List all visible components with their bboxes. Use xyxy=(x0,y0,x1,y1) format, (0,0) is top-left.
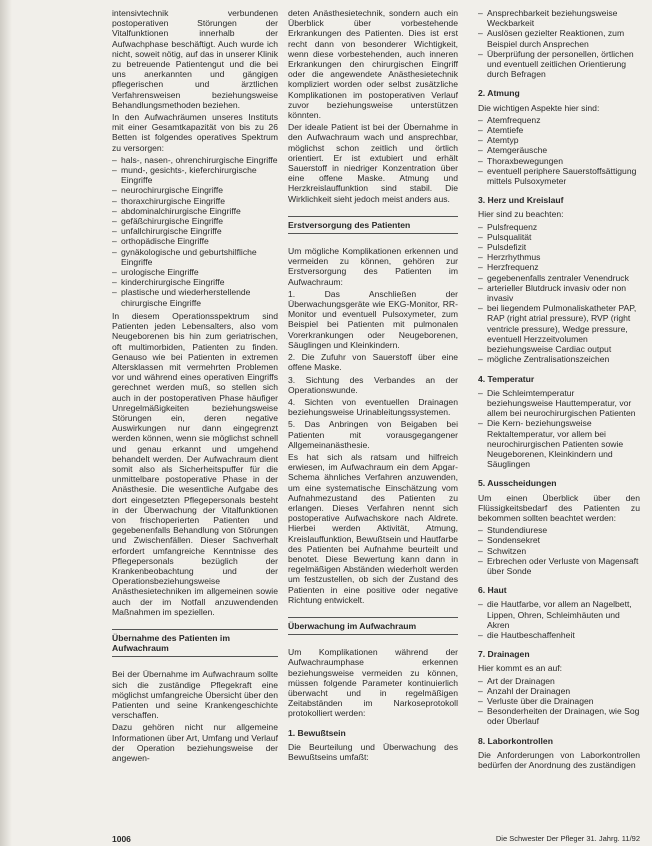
list-item: – die Hautfarbe, vor allem an Nagelbett, Lippen, Ohren, Schleimhäuten und Akren xyxy=(478,599,640,630)
bullet-list xyxy=(478,115,640,186)
subheading: 6. Haut xyxy=(478,585,507,596)
section-heading: Erstversorgung des Patienten xyxy=(288,216,458,234)
list-item: – neurochirurgische Eingriffe xyxy=(112,185,278,195)
list-item: – Erbrechen oder Verluste von Magensaft über Sonde xyxy=(478,556,640,576)
list-item: – Herzrhythmus xyxy=(478,252,640,262)
subheading: 1. Bewußtsein xyxy=(288,727,346,738)
list-item: 1. Das Anschließen der Überwachungsgeräte wie EKG-Monitor, RR-Monitor und eventuell Pulsoxymeter, zum Beispiel bei Patienten mit pulmonalen Vorerkrankungen oder Neugeborenen, Säuglingen und Kleinkindern. xyxy=(288,288,458,350)
list-item: – eventuell periphere Sauerstoffsättigung mittels Pulsoxymeter xyxy=(478,166,640,186)
paragraph: Die Anforderungen von Laborkontrollen bedürfen der Anordnung des zuständigen xyxy=(478,749,640,770)
list-item: – orthopädische Eingriffe xyxy=(112,236,278,246)
subheading: 4. Temperatur xyxy=(478,373,535,384)
bullet-list xyxy=(478,222,640,365)
list-item: – Anzahl der Drainagen xyxy=(478,686,640,696)
bullet-list xyxy=(112,155,278,308)
bullet-list xyxy=(478,525,640,576)
list-item: – thoraxchirurgische Eingriffe xyxy=(112,196,278,206)
paragraph: intensivtechnik verbundenen postoperativen Störungen der Vitalfunktionen innerhalb der Aufwachphase beschäftigt. Auch wurde ich nicht, soweit nötig, auf das in unserer Klinik zu betreuende Patientengut und die bei uns anerkannten und gängigen pflegerischen und ärztlichen Verfahrensweisen beziehungsweise Behandlungsmethoden beziehen. xyxy=(112,8,278,110)
page-fold-shadow xyxy=(0,0,12,846)
list-item: – Art der Drainagen xyxy=(478,676,640,686)
list-item: – Thoraxbewegungen xyxy=(478,156,640,166)
list-item: – Ansprechbarkeit beziehungsweise Weckbarkeit xyxy=(478,8,640,28)
numbered-list xyxy=(288,289,458,450)
list-item: – Die Schleimtemperatur beziehungsweise Hauttemperatur, vor allem bei neurochirurgischen Patienten xyxy=(478,388,640,419)
list-item: 2. Die Zufuhr von Sauerstoff über eine offene Maske. xyxy=(288,352,458,373)
list-item: – Atemtyp xyxy=(478,135,640,145)
list-item: – kinderchirurgische Eingriffe xyxy=(112,277,278,287)
list-item: – Atemfrequenz xyxy=(478,115,640,125)
paragraph: Dazu gehören nicht nur allgemeine Informationen über Art, Umfang und Verlauf der Operation beziehungsweise der angewen- xyxy=(112,722,278,764)
column-2 xyxy=(288,8,458,764)
list-item: – Verluste über die Drainagen xyxy=(478,696,640,706)
bullet-list xyxy=(478,599,640,640)
list-item: – Pulsdefizit xyxy=(478,242,640,252)
page-number: 1006 xyxy=(112,834,131,844)
list-item: 5. Das Anbringen von Beigaben bei Patienten mit vorausgegangener Allgemeinanästhesie. xyxy=(288,419,458,450)
paragraph: In diesem Operationsspektrum sind Patienten jeden Lebensalters, also vom Neugeborenen bis hin zum geriatrischen, oft multimorbiden, Patienten zu finden. Genauso wie bei Patienten in extremen Altersklassen mit vermehrten Problemen vor und während eines operativen Eingriffs gerechnet werden muß, so stellen sich auch in der postoperativen Phase häufiger Unregelmäßigkeiten beziehungsweise Störungen ein, deren negative Auswirkungen nur dann eingegrenzt werden können, wenn sie möglichst schnell und genau erkannt und umgehend behandelt werden. Der Aufwachraum dient somit also als Sicherheitspuffer für die unmittelbare postoperative Phase in der Anästhesie. Die wesentliche Aufgabe des dort eingesetzten Pflegepersonals besteht in der Überwachung der Vitalfunktionen von frischoperierten Patienten und gegebenenfalls Behandlung von Störungen und Zwischenfällen. Dieser Sachverhalt erfordert umfangreiche Kenntnisse des Pflegepersonals bezüglich der Krankenbeobachtung und der Operationsbeziehungsweise Anästhesietechniken im allgemeinen sowie auch der im Notfall anzuwendenden Maßnahmen im speziellen. xyxy=(112,310,278,617)
section-heading: Überwachung im Aufwachraum xyxy=(288,617,458,635)
list-item: 4. Sichten von eventuellen Drainagen beziehungsweise Urinableitungssystemen. xyxy=(288,396,458,418)
bullet-list xyxy=(478,676,640,727)
subheading: 8. Laborkontrollen xyxy=(478,735,553,746)
list-item: – Herzfrequenz xyxy=(478,262,640,272)
paragraph: Die Beurteilung und Überwachung des Bewußtseins umfaßt: xyxy=(288,741,458,762)
list-item: – Besonderheiten der Drainagen, wie Sog oder Überlauf xyxy=(478,706,640,726)
list-item: – Atemtiefe xyxy=(478,125,640,135)
list-item: – Sondensekret xyxy=(478,535,640,545)
list-item: – Pulsfrequenz xyxy=(478,222,640,232)
list-item: – unfallchirurgische Eingriffe xyxy=(112,226,278,236)
bullet-list xyxy=(478,388,640,470)
list-item: – abdominalchirurgische Eingriffe xyxy=(112,206,278,216)
subheading: 5. Ausscheidungen xyxy=(478,478,557,489)
list-item: – die Hautbeschaffenheit xyxy=(478,630,640,640)
list-item: – Atemgeräusche xyxy=(478,145,640,155)
paragraph: In den Aufwachräumen unseres Instituts mit einer Gesamtkapazität von bis zu 26 Betten ist folgendes operatives Spektrum zu versorgen: xyxy=(112,112,278,153)
paragraph: Bei der Übernahme im Aufwachraum sollte sich die zuständige Pflegekraft eine möglichst umfangreiche Übersicht über den Patienten und seine Krankengeschichte verschaffen. xyxy=(112,669,278,721)
paragraph: Der ideale Patient ist bei der Übernahme in den Aufwachraum wach und ansprechbar, möglichst schon zeitlich und örtlich orientiert. Er ist extubiert und erhält Sauerstoff in niedriger Konzentration über eine offene Maske. Atmung und Herzkreislauffunktion sind stabil. Die Wirklichkeit sieht jedoch meist anders aus. xyxy=(288,122,458,204)
list-item: – hals-, nasen-, ohrenchirurgische Eingriffe xyxy=(112,155,278,165)
list-item: – Überprüfung der personellen, örtlichen und eventuell zeitlichen Orientierung durch Befragen xyxy=(478,49,640,80)
paragraph: Die wichtigen Aspekte hier sind: xyxy=(478,102,600,113)
paragraph: Um mögliche Komplikationen erkennen und vermeiden zu können, gehören zur Erstversorgung des Patienten im Aufwachraum: xyxy=(288,246,458,287)
journal-footer: Die Schwester Der Pfleger 31. Jahrg. 11/92 xyxy=(495,834,640,843)
list-item: – bei liegendem Pulmonaliskatheter PAP, RAP (right atrial pressure), RVP (right ventricle pressure), Wedge pressure, eventuell Herzzeitvolumen beziehungsweise Cardiac output xyxy=(478,303,640,354)
paragraph: Um Komplikationen während der Aufwachraumphase erkennen beziehungsweise vermeiden zu können, müssen folgende Parameter kontinuierlich überwacht und in regelmäßigen Zeitabständen im Narkoseprotokoll protokolliert werden: xyxy=(288,647,458,719)
list-item: – mögliche Zentralisationszeichen xyxy=(478,354,640,364)
subheading: 7. Drainagen xyxy=(478,649,530,660)
section-heading: Übernahme des Patienten im Aufwachraum xyxy=(112,629,278,657)
list-item: – Stundendiurese xyxy=(478,525,640,535)
subheading: 3. Herz und Kreislauf xyxy=(478,195,564,206)
paragraph: Um einen Überblick über den Flüssigkeitsbedarf des Patienten zu bekommen sollten beachtet werden: xyxy=(478,492,640,523)
list-item: – urologische Eingriffe xyxy=(112,267,278,277)
bullet-list xyxy=(478,8,640,79)
list-item: – gegebenenfalls zentraler Venendruck xyxy=(478,273,640,283)
list-item: 3. Sichtung des Verbandes an der Operationswunde. xyxy=(288,374,458,395)
column-1 xyxy=(112,8,278,765)
paragraph: Hier kommt es an auf: xyxy=(478,663,563,674)
column-3 xyxy=(478,8,640,772)
list-item: – gefäßchirurgische Eingriffe xyxy=(112,216,278,226)
paragraph: deten Anästhesietechnik, sondern auch ein Überblick über vorbestehende Erkrankungen des Patienten. Dies ist erst recht dann von besonderer Wichtigkeit, wenn diese vorbestehenden, auch inneren Erkrankungen den chirurgischen Eingriff oder die angewendete Anästhesietechnik kompliziert worden oder selbst zusätzliche Komplikationen im postoperativen Verlauf zuvor beziehungsweise unterstützen könnten. xyxy=(288,8,458,121)
list-item: – plastische und wiederherstellende chirurgische Eingriffe xyxy=(112,287,278,307)
list-item: – Schwitzen xyxy=(478,546,640,556)
list-item: – Pulsqualität xyxy=(478,232,640,242)
list-item: – arterieller Blutdruck invasiv oder non invasiv xyxy=(478,283,640,303)
paragraph: Hier sind zu beachten: xyxy=(478,209,564,220)
list-item: – gynäkologische und geburtshilfliche Eingriffe xyxy=(112,247,278,267)
list-item: – Die Kern- beziehungsweise Rektaltemperatur, vor allem bei neurochirurgischen Patienten sowie Neugeborenen, Kleinkindern und Säuglingen xyxy=(478,418,640,469)
list-item: – Auslösen gezielter Reaktionen, zum Beispiel durch Ansprechen xyxy=(478,28,640,48)
subheading: 2. Atmung xyxy=(478,88,520,99)
paragraph: Es hat sich als ratsam und hilfreich erwiesen, im Aufwachraum ein dem Apgar-Schema ähnliches Verfahren anzuwenden, um eine systematische Einschätzung vom Aufnahmezustand des Patienten zu erlangen. Dieses Verfahren nennt sich postoperative Aufwachskore nach Aldrete. Hierbei werden Aktivität, Atmung, Kreislauffunktion, Bewußtsein und Hautfarbe des Patienten bei Aufnahme beurteilt und benotet. Diese Bewertung kann dann in regelmäßigen Abständen wiederholt werden um festzustellen, ob sich der Zustand des Patienten in eine positive oder negative Richtung entwickelt. xyxy=(288,451,458,605)
list-item: – mund-, gesichts-, kieferchirurgische Eingriffe xyxy=(112,165,278,185)
